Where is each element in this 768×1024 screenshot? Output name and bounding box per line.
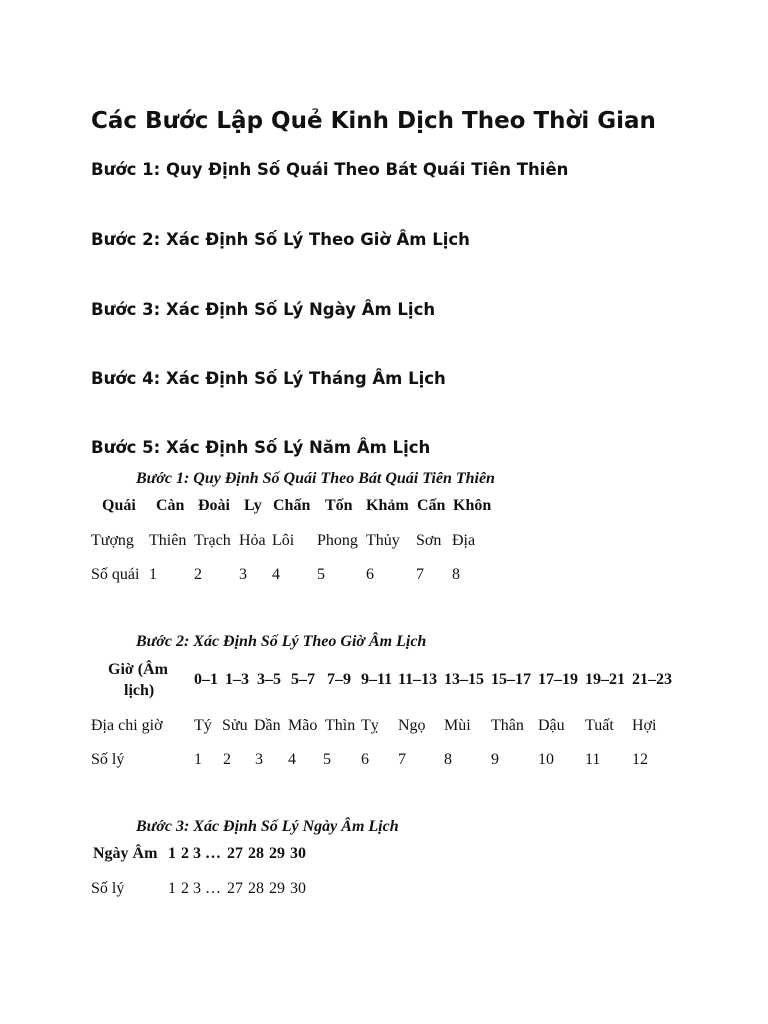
table2-cell: Hợi bbox=[632, 717, 657, 734]
table2-cell: 2 bbox=[223, 751, 231, 768]
table1-cell: 6 bbox=[366, 566, 374, 583]
table2-cell: Dậu bbox=[538, 717, 565, 734]
table2-header-cell: 21–23 bbox=[632, 671, 672, 688]
table2-cell: Tỵ bbox=[361, 717, 379, 734]
table3-cell: 1 bbox=[168, 880, 176, 897]
table3-cell: 2 bbox=[181, 880, 189, 897]
table2-header-cell: 7–9 bbox=[327, 671, 351, 688]
table2-cell: 5 bbox=[323, 751, 331, 768]
table1-cell: 8 bbox=[452, 566, 460, 583]
table2-cell: Tý bbox=[194, 717, 212, 734]
table1-header-cell: Đoài bbox=[198, 497, 230, 514]
table3-cell: 28 bbox=[248, 880, 264, 897]
table2-header-cell: 9–11 bbox=[361, 671, 393, 688]
table1-header-cell: Cấn bbox=[417, 497, 446, 514]
table3-header-cell: 2 bbox=[181, 845, 189, 862]
step-heading-3: Bước 3: Xác Định Số Lý Ngày Âm Lịch bbox=[91, 300, 436, 319]
table2-header-cell: 15–17 bbox=[491, 671, 531, 688]
table1-header-cell: Tốn bbox=[325, 497, 353, 514]
table2-cell: 3 bbox=[255, 751, 263, 768]
table2-cell: 10 bbox=[538, 751, 554, 768]
table2-header-label: lịch) bbox=[124, 682, 155, 699]
table1-cell: 7 bbox=[416, 566, 424, 583]
table2-cell: 7 bbox=[398, 751, 406, 768]
step-heading-4: Bước 4: Xác Định Số Lý Tháng Âm Lịch bbox=[91, 369, 446, 388]
table2-header-cell: 17–19 bbox=[538, 671, 578, 688]
table3-cell: 3 bbox=[193, 880, 201, 897]
table3-header-cell: … bbox=[205, 845, 221, 862]
step-heading-2: Bước 2: Xác Định Số Lý Theo Giờ Âm Lịch bbox=[91, 230, 470, 249]
table1-cell: 4 bbox=[272, 566, 280, 583]
table1-cell: Địa bbox=[452, 532, 476, 549]
table3-cell: 29 bbox=[269, 880, 285, 897]
table2-cell: 9 bbox=[491, 751, 499, 768]
table2-header-cell: 13–15 bbox=[444, 671, 484, 688]
table3-cell: Số lý bbox=[91, 880, 125, 897]
table2-cell: Sửu bbox=[222, 717, 248, 734]
table2-cell: 11 bbox=[585, 751, 601, 768]
table2-cell: Mùi bbox=[444, 717, 471, 734]
table3-header-cell: 3 bbox=[193, 845, 201, 862]
table1-header-cell: Chấn bbox=[273, 497, 311, 514]
table2-cell: Thân bbox=[491, 717, 524, 734]
table1-cell: Phong bbox=[317, 532, 358, 549]
table2-header-cell: 3–5 bbox=[257, 671, 281, 688]
table2-cell: 8 bbox=[444, 751, 452, 768]
table1-cell: 2 bbox=[194, 566, 202, 583]
table1-cell: 1 bbox=[149, 566, 157, 583]
table1-cell: Số quái bbox=[91, 566, 140, 583]
table3-header-cell: 30 bbox=[290, 845, 306, 862]
table2-header-cell: 5–7 bbox=[291, 671, 315, 688]
table2-cell: Thìn bbox=[325, 717, 356, 734]
table2-header-cell: 0–1 bbox=[194, 671, 218, 688]
table3-header-cell: 29 bbox=[269, 845, 285, 862]
table1-header-cell: Quái bbox=[102, 497, 136, 514]
table1-cell: Hỏa bbox=[239, 532, 266, 549]
table1-cell: Lôi bbox=[272, 532, 295, 549]
table1-cell: 5 bbox=[317, 566, 325, 583]
table2-cell: 4 bbox=[288, 751, 296, 768]
step-heading-5: Bước 5: Xác Định Số Lý Năm Âm Lịch bbox=[91, 438, 431, 457]
table1-caption: Bước 1: Quy Định Số Quái Theo Bát Quái Tiên Thiên bbox=[136, 470, 495, 487]
table2-cell: Địa chi giờ bbox=[91, 717, 163, 734]
table2-header-cell: 19–21 bbox=[585, 671, 625, 688]
table1-cell: Thủy bbox=[366, 532, 400, 549]
table1-cell: Trạch bbox=[194, 532, 231, 549]
table2-header-cell: 11–13 bbox=[398, 671, 438, 688]
table1-cell: Sơn bbox=[416, 532, 442, 549]
table2-cell: Mão bbox=[288, 717, 318, 734]
table2-header-label: Giờ (Âm bbox=[108, 661, 168, 678]
table2-cell: Số lý bbox=[91, 751, 125, 768]
table3-cell: … bbox=[205, 880, 221, 897]
table1-cell: Thiên bbox=[149, 532, 187, 549]
table1-cell: 3 bbox=[239, 566, 247, 583]
step-heading-1: Bước 1: Quy Định Số Quái Theo Bát Quái Tiên Thiên bbox=[91, 160, 569, 179]
table2-cell: 6 bbox=[361, 751, 369, 768]
table2-cell: Tuất bbox=[585, 717, 614, 734]
table2-caption: Bước 2: Xác Định Số Lý Theo Giờ Âm Lịch bbox=[136, 633, 427, 650]
table2-cell: 12 bbox=[632, 751, 648, 768]
table3-header-cell: 1 bbox=[168, 845, 176, 862]
table1-header-cell: Khảm bbox=[366, 497, 409, 514]
table2-cell: Dần bbox=[254, 717, 281, 734]
table3-header-cell: 28 bbox=[248, 845, 264, 862]
table2-cell: Ngọ bbox=[398, 717, 426, 734]
table3-cell: 30 bbox=[290, 880, 306, 897]
table3-cell: 27 bbox=[227, 880, 243, 897]
table1-header-cell: Khôn bbox=[453, 497, 492, 514]
table3-header-cell: Ngày Âm bbox=[93, 845, 158, 862]
table1-header-cell: Càn bbox=[156, 497, 185, 514]
table2-cell: 1 bbox=[194, 751, 202, 768]
table3-caption: Bước 3: Xác Định Số Lý Ngày Âm Lịch bbox=[136, 818, 399, 835]
table1-header-cell: Ly bbox=[244, 497, 262, 514]
document-title: Các Bước Lập Quẻ Kinh Dịch Theo Thời Gian bbox=[91, 108, 656, 134]
table2-header-cell: 1–3 bbox=[225, 671, 249, 688]
table3-header-cell: 27 bbox=[227, 845, 243, 862]
table1-cell: Tượng bbox=[91, 532, 134, 549]
